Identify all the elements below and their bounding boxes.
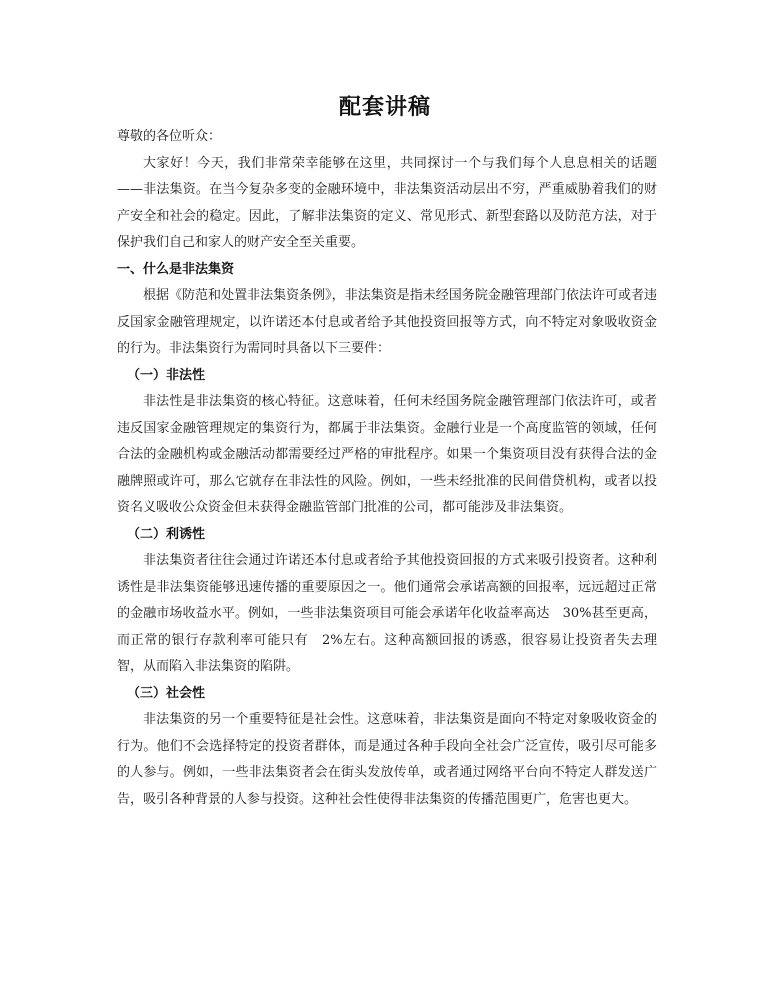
- section-paragraph-definition: 根据《防范和处置非法集资条例》，非法集资是指未经国务院金融管理部门依法许可或者违反国家金融管理规定，以许诺还本付息或者给予其他投资回报等方式，向不特定对象吸收资金的行为。非法集资行为需同时具备以下三要件：: [117, 288, 657, 356]
- subsection-paragraph-illegality: 非法性是非法集资的核心特征。这意味着，任何未经国务院金融管理部门依法许可，或者违反国家金融管理规定的集资行为，都属于非法集资。金融行业是一个高度监管的领域，任何合法的金融机构或金融活动都需要经过严格的审批程序。如果一个集资项目没有获得合法的金融牌照或许可，那么它就存在非法性的风险。例如，一些未经批准的民间借贷机构，或者以投资名义吸收公众资金但未获得金融监管部门批准的公司，都可能涉及非法集资。: [117, 394, 657, 515]
- subsection-heading-illegality: （一）非法性: [127, 367, 206, 383]
- document-title: 配套讲稿: [338, 94, 431, 120]
- section-heading-what-is-illegal-fundraising: 一、什么是非法集资: [117, 261, 235, 277]
- subsection-heading-social: （三）社会性: [127, 685, 206, 701]
- document-body: [117, 124, 657, 813]
- subsection-heading-inducement: （二）利诱性: [127, 526, 206, 542]
- subsection-paragraph-inducement: 非法集资者往往会通过许诺还本付息或者给予其他投资回报的方式来吸引投资者。这种利诱性是非法集资能够迅速传播的重要原因之一。他们通常会承诺高额的回报率，远远超过正常的金融市场收益水平。例如，一些非法集资项目可能会承诺年化收益率高达 30%甚至更高，而正常的银行存款利率可能只有 2%左右。这种高额回报的诱惑，很容易让投资者失去理智，从而陷入非法集资的陷阱。: [117, 553, 657, 674]
- subsection-paragraph-social: 非法集资的另一个重要特征是社会性。这意味着，非法集资是面向不特定对象吸收资金的行为。他们不会选择特定的投资者群体，而是通过各种手段向全社会广泛宣传，吸引尽可能多的人参与。例如，一些非法集资者会在街头发放传单，或者通过网络平台向不特定人群发送广告，吸引各种背景的人参与投资。这种社会性使得非法集资的传播范围更广，危害也更大。: [117, 712, 657, 807]
- salutation: 尊敬的各位听众：: [117, 129, 222, 144]
- intro-paragraph: 大家好！今天，我们非常荣幸能够在这里，共同探讨一个与我们每个人息息相关的话题——非法集资。在当今复杂多变的金融环境中，非法集资活动层出不穷，严重威胁着我们的财产安全和社会的稳定。因此，了解非法集资的定义、常见形式、新型套路以及防范方法，对于保护我们自己和家人的财产安全至关重要。: [117, 155, 657, 250]
